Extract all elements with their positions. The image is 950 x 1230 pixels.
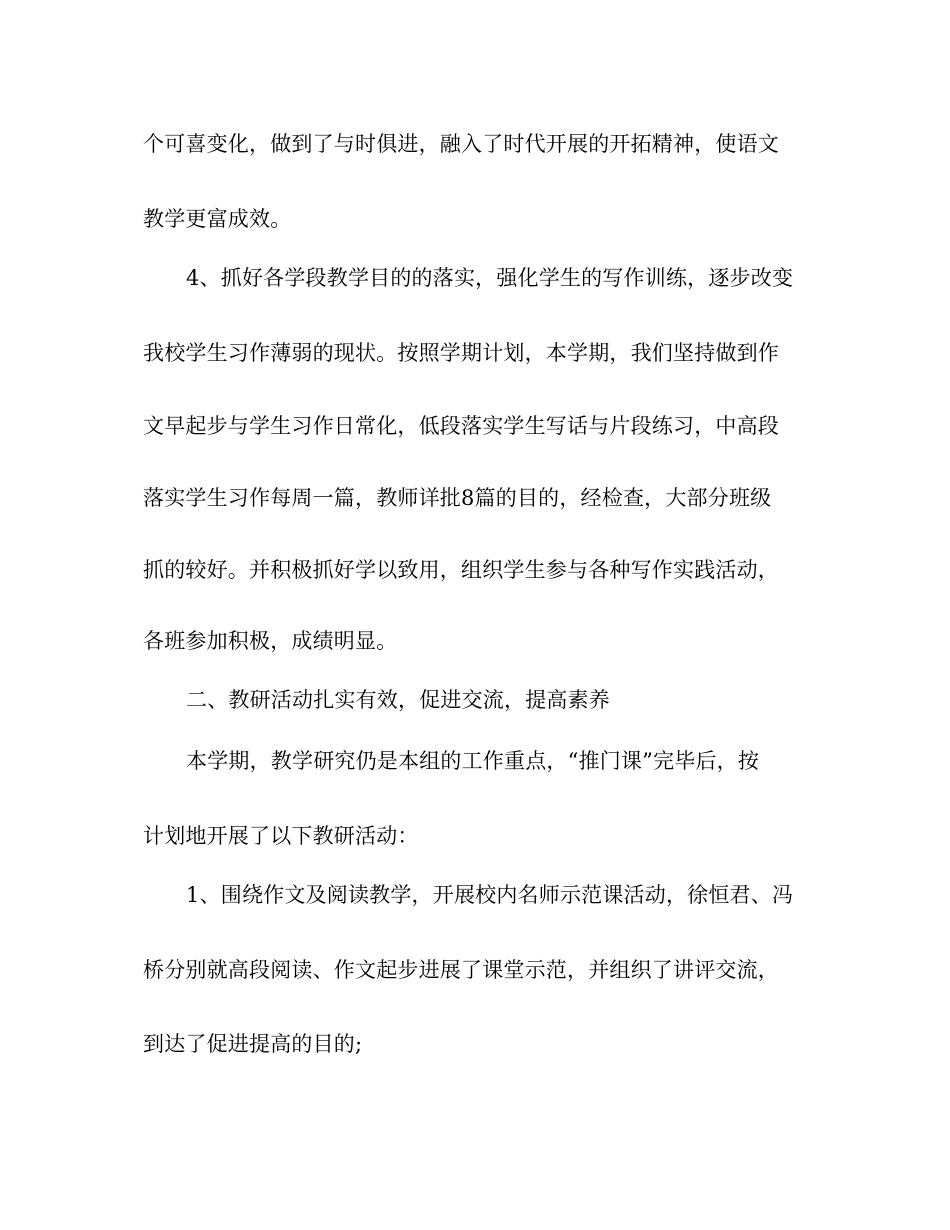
- section-heading: 二、教研活动扎实有效，促进交流，提高素养: [186, 688, 610, 712]
- paragraph-line: 我校学生习作薄弱的现状。按照学期计划，本学期，我们坚持做到作: [143, 341, 779, 365]
- paragraph-line: 文早起步与学生习作日常化，低段落实学生写话与片段练习，中高段: [143, 414, 779, 438]
- paragraph-line: 本学期，教学研究仍是本组的工作重点，“推门课”完毕后，按: [186, 749, 760, 773]
- paragraph-line: 抓的较好。并积极抓好学以致用，组织学生参与各种写作实践活动，: [143, 558, 779, 582]
- paragraph-line: 个可喜变化，做到了与时俱进，融入了时代开展的开拓精神，使语文: [143, 132, 779, 156]
- paragraph-line: 桥分别就高段阅读、作文起步进展了课堂示范，并组织了讲评交流，: [143, 958, 779, 982]
- paragraph-line: 到达了促进提高的目的;: [143, 1032, 363, 1056]
- paragraph-line: 教学更富成效。: [143, 207, 292, 231]
- paragraph-line: 落实学生习作每周一篇，教师详批8篇的目的，经检查，大部分班级: [143, 486, 772, 510]
- paragraph-line: 计划地开展了以下教研活动：: [143, 824, 419, 848]
- paragraph-line: 1、围绕作文及阅读教学，开展校内名师示范课活动，徐恒君、冯: [186, 883, 794, 907]
- paragraph-line: 各班参加积极，成绩明显。: [143, 629, 398, 653]
- paragraph-line: 4、抓好各学段教学目的的落实，强化学生的写作训练，逐步改变: [186, 266, 794, 290]
